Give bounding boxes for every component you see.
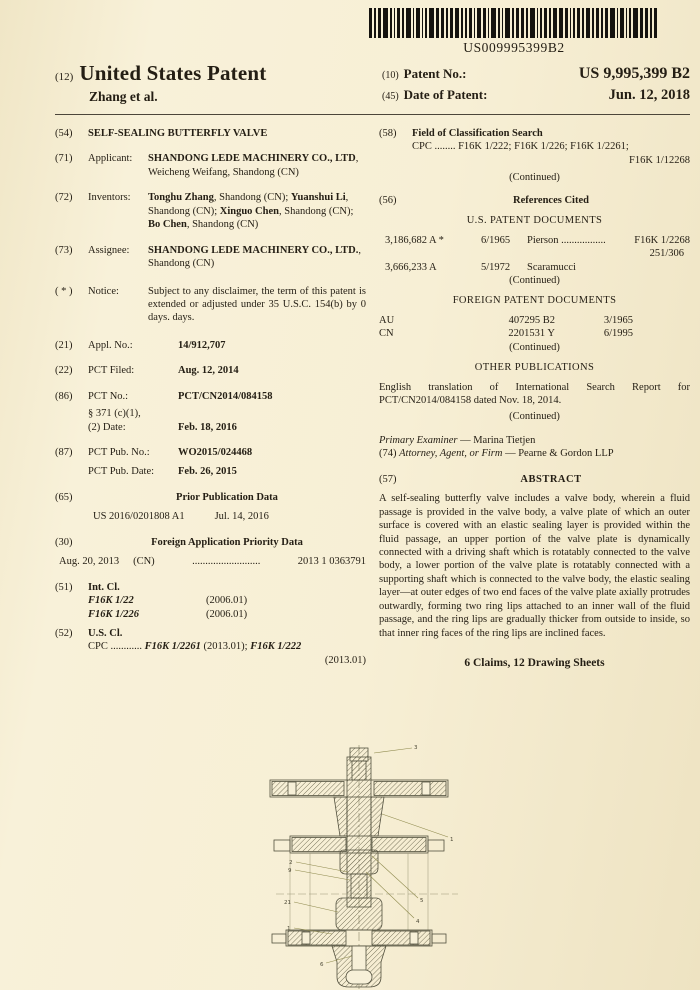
- document-title: United States Patent: [79, 61, 267, 85]
- int-cl-code: F16K 1/22: [88, 595, 134, 607]
- pct-pub-date-value: Feb. 26, 2015: [178, 466, 237, 478]
- patent-no-value: US 9,995,399 B2: [578, 65, 690, 82]
- section-54-title: [55, 127, 366, 140]
- figure-ref-label: 5: [420, 898, 424, 904]
- figure-ref-label: 21: [284, 900, 291, 906]
- section-86-pct-no: [55, 390, 366, 434]
- inventor-party: Zhang et al.: [89, 88, 158, 104]
- ref-class2: 251/306: [649, 248, 684, 260]
- priority-date: Aug. 20, 2013: [59, 556, 120, 568]
- figure-ref-label: 9: [288, 868, 292, 874]
- tube-wall-right: [371, 797, 384, 836]
- field-code-10: (10): [382, 70, 399, 81]
- appl-no-value: 14/912,707: [178, 339, 226, 351]
- indent: [55, 421, 88, 434]
- end-cap: [346, 970, 372, 984]
- applicant-label: Applicant:: [88, 153, 133, 165]
- appl-no-label: Appl. No.:: [88, 339, 133, 351]
- field-code: (71): [55, 153, 73, 165]
- us-cl-cpc: CPC ............ F16K 1/2261 (2013.01); F16K 1/222: [88, 641, 302, 653]
- field-code: (22): [55, 365, 73, 377]
- applicant-value: SHANDONG LEDE MACHINERY CO., LTD, Weicheng Weifang, Shandong (CN): [148, 153, 359, 178]
- section-21-appl-no: [55, 339, 366, 352]
- ref-date: 6/1965: [481, 234, 511, 246]
- priority-number: 2013 1 0363791: [297, 556, 366, 568]
- claims-line: 6 Claims, 12 Drawing Sheets: [464, 657, 605, 669]
- indent: [55, 594, 88, 607]
- indent: [55, 640, 88, 653]
- ref-number: 2201531 Y: [508, 328, 555, 340]
- section-65-prior-pub: [55, 491, 366, 524]
- section-57-abstract: [379, 473, 690, 640]
- other-pubs-heading: OTHER PUBLICATIONS: [474, 362, 595, 374]
- tube-wall-left: [334, 797, 347, 836]
- valve-stem: [351, 874, 367, 898]
- section-87-pct-pub: [55, 446, 366, 479]
- us-cl-cont: (2013.01): [324, 654, 366, 666]
- barcode: [338, 8, 690, 38]
- figure-drawing: [262, 744, 476, 990]
- flange-bolt-hole: [422, 782, 430, 795]
- barcode-number: US009995399B2: [463, 40, 565, 55]
- valve-hub: [336, 898, 382, 930]
- pct-no-label: PCT No.:: [88, 390, 129, 402]
- assignee-value: SHANDONG LEDE MACHINERY CO., LTD., Shandong (CN): [148, 244, 361, 270]
- priority-country: (CN): [133, 556, 155, 568]
- prior-pub-date: Jul. 14, 2016: [214, 511, 269, 523]
- field-code: (87): [55, 447, 73, 458]
- prior-pub-heading: Prior Publication Data: [176, 491, 278, 503]
- ref-date: 3/1965: [603, 314, 633, 326]
- bottom-flange-step-left: [272, 934, 286, 943]
- ref-date: 5/1972: [481, 261, 511, 273]
- indent: [55, 608, 88, 621]
- abstract-text: A self-sealing butterfly valve includes a valve body, wherein a fluid passage is provided in the valve body, a valve plate of which an outer surface is covered with an elastic sealing layer is provided within the fluid passage, an upper portion of the valve plate is dynamically connected with a driving shaft which is rotatably connected to the valve body, a lower portion of the valve plate is rotatably connected with a supporting shaft which is connected to the valve body, the elastic sealing layer—at outer edges of two end faces of the valve plate axially protrudes outwardly, forming two ring lips attached to an inner wall of the fluid passage, and the ring lips are gradually thicker from outside to inside, so that inner ring faces of the ring lips are inclined faces.: [379, 493, 690, 639]
- prior-pub-doc: US 2016/0201808 A1: [93, 511, 185, 523]
- field-code: (54): [55, 128, 73, 139]
- field-code: (72): [55, 192, 73, 204]
- bottom-flange-left: [288, 931, 346, 945]
- us-ref-row: [379, 234, 690, 247]
- foreign-docs-heading: FOREIGN PATENT DOCUMENTS: [452, 295, 617, 307]
- flange-bolt-hole: [288, 782, 296, 795]
- invention-title: SELF-SEALING BUTTERFLY VALVE: [88, 128, 268, 139]
- section-52-us-cl: [55, 627, 366, 667]
- notice-text: Subject to any disclaimer, the term of this patent is extended or adjusted under 35 U.S.C. 154(b) by 0 days. days.: [148, 285, 366, 324]
- us-cl-heading: U.S. Cl.: [88, 627, 123, 639]
- int-cl-year: (2006.01): [206, 595, 248, 607]
- section-30-foreign-priority: [55, 536, 366, 569]
- continued-note: (Continued): [509, 411, 560, 423]
- left-column: [55, 127, 366, 667]
- pct-no-value: PCT/CN2014/084158: [178, 390, 273, 402]
- int-cl-heading: Int. Cl.: [88, 581, 120, 593]
- right-column: [379, 127, 690, 671]
- field-search-line2: F16K 1/12268: [629, 154, 690, 166]
- header-divider: [55, 114, 690, 115]
- flange-bolt-hole: [410, 932, 418, 944]
- field-code-45: (45): [382, 91, 399, 103]
- header-left: [55, 60, 266, 107]
- ref-country: CN: [379, 328, 394, 340]
- assignee-label: Assignee:: [88, 244, 130, 256]
- indent: [55, 407, 88, 420]
- pct-pub-no-label: PCT Pub. No.:: [88, 447, 150, 458]
- section-371: § 371 (c)(1),: [88, 408, 141, 420]
- support-shaft: [352, 946, 366, 972]
- field-code: (58): [379, 128, 397, 139]
- date-371-label: (2) Date:: [88, 421, 126, 433]
- ref-number: 3,186,682 A *: [385, 234, 444, 246]
- top-flange-right: [374, 782, 446, 796]
- field-code: (30): [55, 536, 73, 548]
- bottom-flange-right: [372, 931, 430, 945]
- pct-filed-label: PCT Filed:: [88, 365, 135, 377]
- field-code: (86): [55, 390, 73, 402]
- section-56-references: [379, 194, 690, 424]
- mid-flange-step-left: [274, 840, 290, 851]
- continued-note: (Continued): [509, 341, 560, 353]
- int-cl-code: F16K 1/226: [88, 608, 140, 620]
- valve-bulb: [340, 850, 378, 874]
- figure-ref-label: 3: [414, 745, 418, 751]
- pct-pub-no-value: WO2015/024468: [178, 447, 253, 458]
- mid-flange-step-right: [428, 840, 444, 851]
- date-of-patent-value: Jun. 12, 2018: [608, 87, 690, 104]
- date-371-value: Feb. 18, 2016: [178, 421, 237, 433]
- examiner-line: Primary Examiner — Marina Tietjen: [379, 434, 536, 446]
- header-right: [382, 60, 690, 107]
- field-code: ( * ): [55, 285, 73, 297]
- field-search-heading: Field of Classification Search: [412, 128, 543, 139]
- ref-number: 407295 B2: [508, 314, 555, 326]
- inventors-value: Tonghu Zhang, Shandong (CN); Yuanshui Li, Shandong (CN); Xinguo Chen, Shandong (CN); Bo Chen, Shandong (CN): [148, 192, 354, 231]
- section-71-applicant: [55, 152, 366, 179]
- pct-pub-date-label: PCT Pub. Date:: [88, 466, 155, 478]
- figure-ref-label: 1: [287, 926, 291, 932]
- mid-flange-right: [372, 838, 426, 852]
- foreign-ref-row: [379, 314, 690, 327]
- field-search-line1: CPC ........ F16K 1/222; F16K 1/226; F16K 1/2261;: [412, 141, 629, 153]
- leader-line: [374, 748, 412, 753]
- section-58-field-search: [379, 127, 690, 185]
- leader-line: [372, 856, 418, 898]
- continued-note: (Continued): [509, 274, 560, 286]
- ref-class: F16K 1/2268: [634, 234, 690, 246]
- field-code: (21): [55, 339, 73, 351]
- bottom-flange-step-right: [432, 934, 446, 943]
- section-73-assignee: [55, 244, 366, 271]
- barcode-block: [338, 8, 690, 56]
- flange-bolt-hole: [302, 932, 310, 944]
- valve-cross-section-figure: [262, 744, 476, 990]
- indent: [55, 465, 88, 478]
- field-code: (65): [55, 491, 73, 503]
- field-code: (51): [55, 581, 73, 593]
- field-code: (57): [379, 473, 397, 485]
- us-patent-docs-heading: U.S. PATENT DOCUMENTS: [466, 215, 603, 227]
- header: [55, 60, 690, 107]
- section-notice: [55, 285, 366, 325]
- attorney-line: (74) Attorney, Agent, or Firm — Pearne & Gordon LLP: [379, 448, 614, 460]
- field-code: (52): [55, 627, 73, 639]
- ref-number: 3,666,233 A: [385, 261, 437, 273]
- dot-leader: ..........................: [192, 556, 261, 568]
- figure-ref-label: 6: [320, 962, 324, 968]
- abstract-heading: ABSTRACT: [520, 473, 582, 485]
- ref-country: AU: [379, 314, 395, 326]
- references-heading: References Cited: [513, 194, 589, 206]
- foreign-ref-row: [379, 327, 690, 340]
- us-ref-row: [379, 261, 690, 274]
- figure-ref-label: 2: [289, 860, 293, 866]
- patent-no-label: Patent No.:: [403, 66, 467, 81]
- foreign-priority-heading: Foreign Application Priority Data: [151, 536, 303, 548]
- mid-flange-left: [292, 838, 346, 852]
- date-of-patent-label: Date of Patent:: [403, 87, 488, 103]
- indent: [379, 140, 412, 153]
- continued-note: (Continued): [509, 172, 560, 184]
- int-cl-year: (2006.01): [206, 608, 248, 620]
- ref-date: 6/1995: [603, 328, 633, 340]
- section-72-inventors: [55, 191, 366, 231]
- ref-name: Scaramucci: [527, 261, 576, 273]
- field-code: (56): [379, 194, 397, 206]
- pct-filed-value: Aug. 12, 2014: [178, 365, 239, 377]
- ref-name: Pierson .................: [527, 234, 606, 246]
- inventors-label: Inventors:: [88, 192, 131, 204]
- leader-line: [382, 814, 448, 837]
- figure-ref-label: 4: [416, 919, 420, 925]
- section-22-pct-filed: [55, 364, 366, 377]
- figure-ref-label: 1: [450, 837, 454, 843]
- leader-line: [294, 902, 338, 912]
- kind-code-12: (12): [55, 71, 74, 83]
- top-flange-left: [272, 782, 344, 796]
- other-pubs-text: English translation of International Search Report for PCT/CN2014/084158 dated Nov. 18, 2014.: [379, 381, 690, 406]
- notice-label: Notice:: [88, 285, 119, 297]
- field-code: (73): [55, 244, 73, 256]
- section-51-int-cl: [55, 581, 366, 621]
